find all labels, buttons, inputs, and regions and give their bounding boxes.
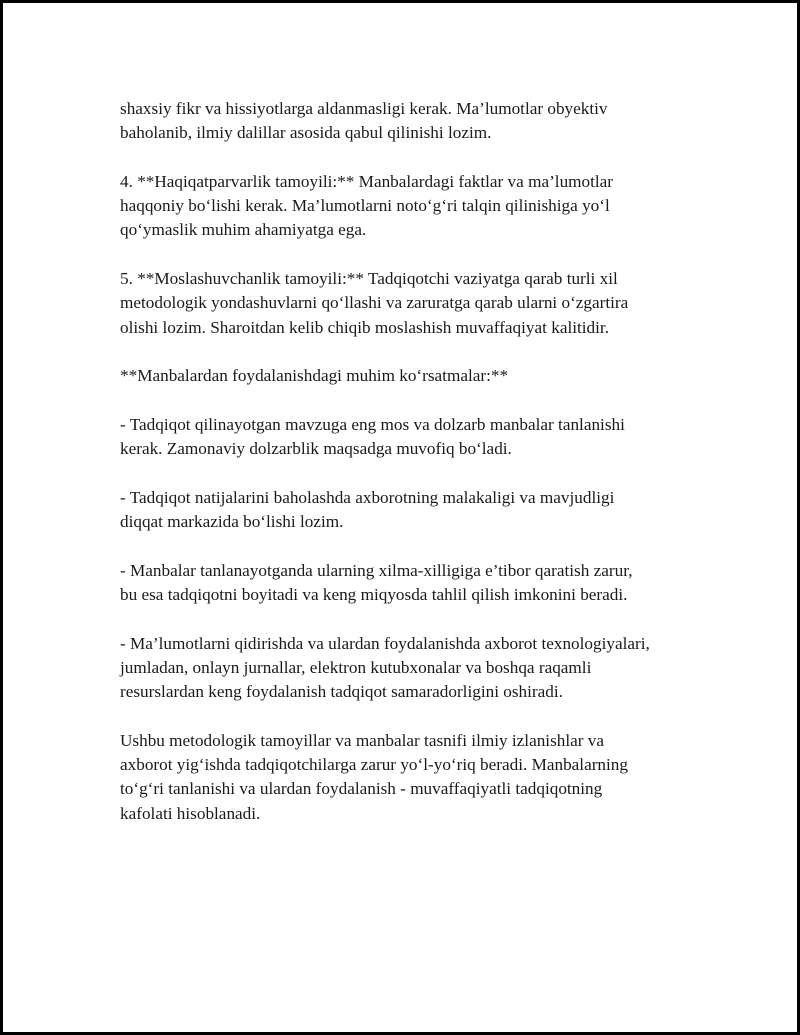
paragraph-principle-5	[120, 267, 720, 340]
text-line: olishi lozim. Sharoitdan kelib chiqib moslashish muvaffaqiyat kalitidir.	[120, 317, 609, 337]
text-line: - Manbalar tanlanayotganda ularning xilma-xilligiga e’tibor qaratish zarur,	[120, 560, 633, 580]
text-line: kerak. Zamonaviy dolzarblik maqsadga muvofiq bo‘ladi.	[120, 439, 512, 459]
text-line: diqqat markazida bo‘lishi lozim.	[120, 512, 344, 532]
list-item	[120, 559, 720, 608]
text-line: jumladan, onlayn jurnallar, elektron kutubxonalar va boshqa raqamli	[120, 657, 592, 677]
paragraph-continuation	[120, 97, 720, 146]
document-body	[120, 97, 720, 850]
text-line: - Tadqiqot qilinayotgan mavzuga eng mos va dolzarb manbalar tanlanishi	[120, 414, 625, 434]
text-line: 5. **Moslashuvchanlik tamoyili:** Tadqiqotchi vaziyatga qarab turli xil	[120, 269, 618, 289]
text-line: kafolati hisoblanadi.	[120, 803, 261, 823]
paragraph-principle-4	[120, 170, 720, 243]
text-line: qo‘ymaslik muhim ahamiyatga ega.	[120, 220, 367, 240]
list-item	[120, 413, 720, 462]
text-line: bu esa tadqiqotni boyitadi va keng miqyosda tahlil qilish imkonini beradi.	[120, 584, 628, 604]
section-heading	[120, 364, 720, 388]
text-line: metodologik yondashuvlarni qo‘llashi va zaruratga qarab ularni o‘zgartira	[120, 293, 629, 313]
list-item	[120, 486, 720, 535]
list-item	[120, 632, 720, 705]
text-line: shaxsiy fikr va hissiyotlarga aldanmasligi kerak. Ma’lumotlar obyektiv	[120, 99, 608, 118]
text-line: axborot yig‘ishda tadqiqotchilarga zarur yo‘l-yo‘riq beradi. Manbalarning	[120, 755, 628, 775]
text-line: baholanib, ilmiy dalillar asosida qabul qilinishi lozim.	[120, 123, 492, 143]
text-line: to‘g‘ri tanlanishi va ulardan foydalanish - muvaffaqiyatli tadqiqotning	[120, 779, 603, 799]
paragraph-conclusion	[120, 729, 720, 826]
text-line: **Manbalardan foydalanishdagi muhim ko‘rsatmalar:**	[120, 366, 509, 386]
text-line: - Tadqiqot natijalarini baholashda axborotning malakaligi va mavjudligi	[120, 487, 615, 507]
text-line: - Ma’lumotlarni qidirishda va ulardan foydalanishda axborot texnologiyalari,	[120, 633, 650, 653]
text-line: 4. **Haqiqatparvarlik tamoyili:** Manbalardagi faktlar va ma’lumotlar	[120, 171, 614, 191]
text-line: resurslardan keng foydalanish tadqiqot samaradorligini oshiradi.	[120, 682, 563, 702]
text-line: Ushbu metodologik tamoyillar va manbalar tasnifi ilmiy izlanishlar va	[120, 730, 605, 750]
text-line: haqqoniy bo‘lishi kerak. Ma’lumotlarni noto‘g‘ri talqin qilinishiga yo‘l	[120, 196, 610, 216]
